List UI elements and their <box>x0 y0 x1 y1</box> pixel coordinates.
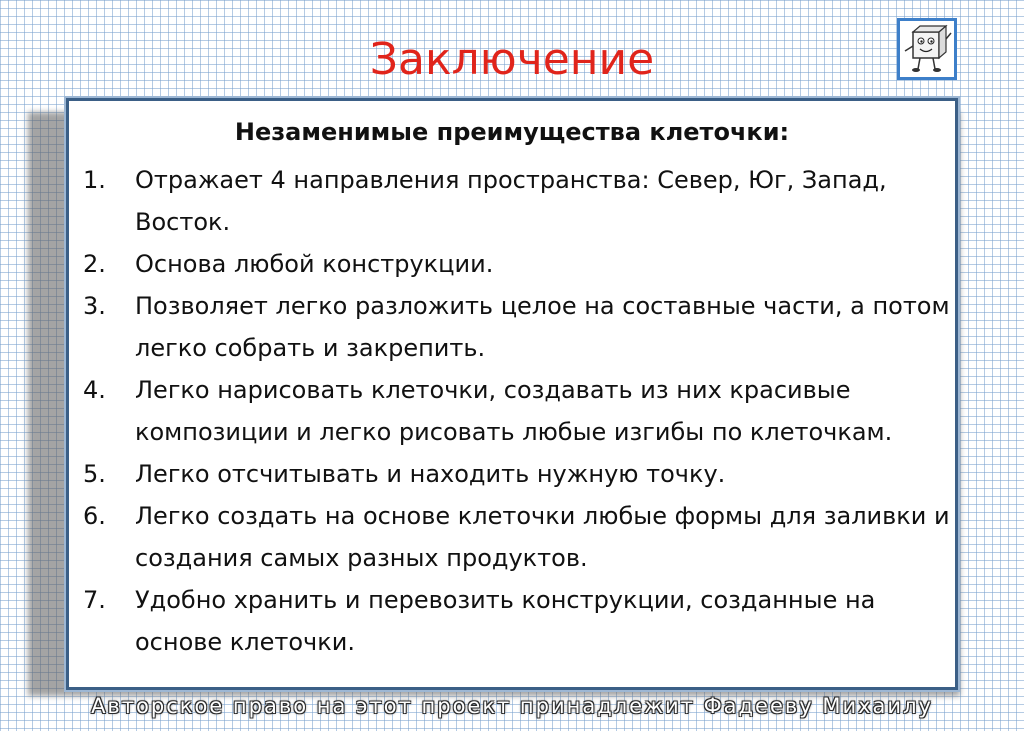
list-item-number: 2. <box>83 250 106 278</box>
list-item-number: 4. <box>83 376 106 404</box>
list-item-text: Удобно хранить и перевозить конструкции, созданные на основе клеточки. <box>135 586 876 656</box>
advantages-list <box>69 159 955 663</box>
slide-title: Заключение <box>369 34 655 85</box>
list-item <box>69 453 955 495</box>
list-item-text: Основа любой конструкции. <box>135 250 494 278</box>
list-item <box>69 285 955 369</box>
list-item-text: Отражает 4 направления пространства: Север, Юг, Запад, Восток. <box>135 166 887 236</box>
list-item <box>69 369 955 453</box>
list-item-text: Легко отсчитывать и находить нужную точку. <box>135 460 726 488</box>
list-item-text: Позволяет легко разложить целое на составные части, а потом легко собрать и закрепить. <box>135 292 950 362</box>
list-item-number: 1. <box>83 166 106 194</box>
list-item <box>69 579 955 663</box>
list-item-text: Легко создать на основе клеточки любые формы для заливки и создания самых разных продуктов. <box>135 502 950 572</box>
list-item-number: 3. <box>83 292 106 320</box>
list-item-number: 7. <box>83 586 106 614</box>
cube-mascot-icon <box>897 18 957 80</box>
content-card <box>66 98 958 690</box>
list-item <box>69 495 955 579</box>
card-heading: Незаменимые преимущества клеточки: <box>234 118 790 146</box>
list-item-text: Легко нарисовать клеточки, создавать из них красивые композиции и легко рисовать любые изгибы по клеточкам. <box>135 376 893 446</box>
list-item <box>69 159 955 243</box>
list-item <box>69 243 955 285</box>
list-item-number: 5. <box>83 460 106 488</box>
copyright-footer: Авторское право на этот проект принадлежит Фадееву Михаилу <box>91 694 933 718</box>
list-item-number: 6. <box>83 502 106 530</box>
